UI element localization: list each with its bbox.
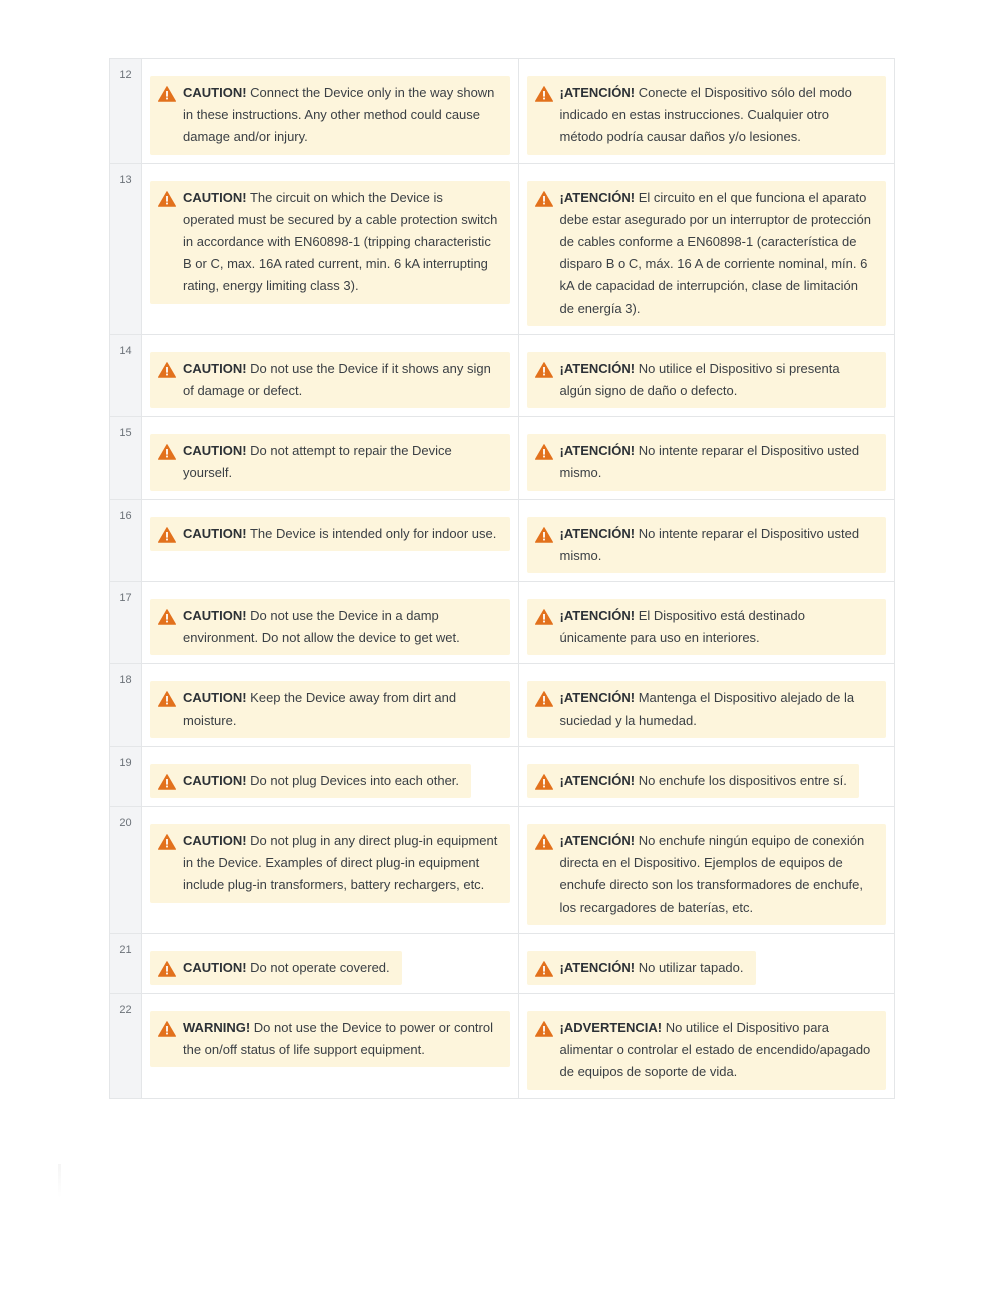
- spanish-cell: [519, 747, 895, 806]
- row-number: 12: [110, 59, 142, 163]
- row-number: 20: [110, 807, 142, 933]
- caution-notice: [150, 76, 510, 155]
- table-row: [110, 933, 894, 993]
- notice-text: Do not use the Device to power or control the on/off status of life support equipment.: [183, 1020, 493, 1058]
- warning-triangle-icon: [535, 86, 553, 102]
- caution-notice: [150, 764, 471, 798]
- notice-text: Do not plug Devices into each other.: [250, 772, 460, 788]
- row-number: 18: [110, 664, 142, 745]
- warning-triangle-icon: [535, 691, 553, 707]
- notice-text: No enchufe ningún equipo de conexión directa en el Dispositivo. Ejemplos de equipos de enchufe directo son los transformadores de enchufe, los recargadores de baterías, etc.: [559, 833, 865, 915]
- warning-triangle-icon: [535, 609, 553, 625]
- spanish-cell: [519, 664, 895, 745]
- english-cell: [142, 59, 519, 163]
- notice-lead: CAUTION!: [183, 959, 247, 975]
- english-cell: [142, 747, 519, 806]
- table-row: [110, 334, 894, 416]
- spanish-cell: [519, 500, 895, 581]
- english-cell: [142, 664, 519, 745]
- notice-lead: WARNING!: [183, 1020, 251, 1036]
- warning-triangle-icon: [158, 444, 176, 460]
- notice-lead: CAUTION!: [183, 690, 247, 706]
- warning-triangle-icon: [535, 834, 553, 850]
- row-number: 22: [110, 994, 142, 1098]
- caution-notice: [150, 1011, 510, 1067]
- caution-notice: [150, 951, 402, 985]
- warning-triangle-icon: [535, 191, 553, 207]
- row-number: 14: [110, 335, 142, 416]
- caution-notice: [527, 517, 887, 573]
- caution-notice: [150, 434, 510, 490]
- warning-triangle-icon: [535, 527, 553, 543]
- notice-lead: CAUTION!: [183, 525, 247, 541]
- spanish-cell: [519, 994, 895, 1098]
- warning-triangle-icon: [535, 774, 553, 790]
- warning-triangle-icon: [158, 527, 176, 543]
- notice-text: No utilizar tapado.: [638, 959, 744, 975]
- caution-notice: [527, 824, 887, 925]
- notice-text: The circuit on which the Device is operated must be secured by a cable protection switch in accordance with EN60898-1 (tripping characteristic B or C, max. 16A rated current, min. 6 kA interrupting rating, energy limiting class 3).: [183, 189, 498, 294]
- caution-notice: [150, 181, 510, 304]
- table-row: [110, 806, 894, 933]
- english-cell: [142, 807, 519, 933]
- notice-lead: ¡ATENCIÓN!: [559, 360, 636, 376]
- spanish-cell: [519, 934, 895, 993]
- notice-lead: ¡ATENCIÓN!: [559, 189, 636, 205]
- warning-triangle-icon: [158, 961, 176, 977]
- warning-triangle-icon: [535, 362, 553, 378]
- notice-text: Keep the Device away from dirt and moisture.: [183, 690, 457, 728]
- notice-text: Mantenga el Dispositivo alejado de la suciedad y la humedad.: [559, 690, 855, 728]
- safety-notice-table: [109, 58, 895, 1099]
- notice-lead: ¡ATENCIÓN!: [559, 85, 636, 100]
- caution-notice: [150, 517, 510, 551]
- table-row: [110, 499, 894, 581]
- notice-text: Connect the Device only in the way shown in these instructions. Any other method could cause damage and/or injury.: [183, 85, 495, 145]
- notice-text: No utilice el Dispositivo si presenta algún signo de daño o defecto.: [559, 360, 840, 399]
- caution-notice: [527, 681, 887, 737]
- spanish-cell: [519, 582, 895, 663]
- warning-triangle-icon: [158, 86, 176, 102]
- notice-lead: CAUTION!: [183, 608, 247, 624]
- notice-text: Do not plug in any direct plug-in equipment in the Device. Examples of direct plug-in equipment include plug-in transformers, battery rechargers, etc.: [183, 833, 498, 893]
- warning-triangle-icon: [158, 362, 176, 378]
- notice-lead: CAUTION!: [183, 833, 247, 849]
- caution-notice: [527, 764, 859, 798]
- table-row: [110, 59, 894, 163]
- warning-triangle-icon: [158, 774, 176, 790]
- notice-lead: ¡ATENCIÓN!: [559, 525, 636, 541]
- english-cell: [142, 417, 519, 498]
- caution-notice: [527, 1011, 887, 1090]
- row-number: 17: [110, 582, 142, 663]
- spanish-cell: [519, 807, 895, 933]
- notice-text: No intente reparar el Dispositivo usted mismo.: [559, 443, 860, 481]
- spanish-cell: [519, 164, 895, 334]
- warning-triangle-icon: [158, 609, 176, 625]
- notice-lead: ¡ADVERTENCIA!: [559, 1020, 663, 1036]
- notice-text: No utilice el Dispositivo para alimentar o controlar el estado de encendido/apagado de equipos de soporte de vida.: [559, 1020, 871, 1080]
- caution-notice: [527, 76, 887, 155]
- notice-text: Do not use the Device if it shows any sign of damage or defect.: [183, 360, 491, 399]
- row-number: 13: [110, 164, 142, 334]
- caution-notice: [527, 434, 887, 490]
- caution-notice: [150, 824, 510, 903]
- notice-lead: ¡ATENCIÓN!: [559, 443, 636, 459]
- spanish-cell: [519, 417, 895, 498]
- table-row: [110, 416, 894, 498]
- english-cell: [142, 582, 519, 663]
- table-row: [110, 163, 894, 334]
- warning-triangle-icon: [158, 1021, 176, 1037]
- caution-notice: [527, 352, 887, 408]
- caution-notice: [527, 599, 887, 655]
- table-row: [110, 993, 894, 1098]
- notice-text: Do not operate covered.: [250, 959, 390, 975]
- row-number: 16: [110, 500, 142, 581]
- english-cell: [142, 994, 519, 1098]
- notice-lead: ¡ATENCIÓN!: [559, 690, 636, 706]
- caution-notice: [527, 181, 887, 326]
- warning-triangle-icon: [535, 1021, 553, 1037]
- english-cell: [142, 335, 519, 416]
- notice-text: El circuito en el que funciona el aparato debe estar asegurado por un interruptor de protección de cables conforme a EN60898-1 (característica de disparo B o C, máx. 16 A de corriente nominal, mín. 6 kA de capacidad de interrupción, clase de limitación de energía 3).: [559, 189, 871, 316]
- caution-notice: [150, 681, 510, 737]
- notice-lead: CAUTION!: [183, 360, 247, 376]
- english-cell: [142, 934, 519, 993]
- notice-lead: ¡ATENCIÓN!: [559, 608, 636, 624]
- warning-triangle-icon: [158, 191, 176, 207]
- row-number: 15: [110, 417, 142, 498]
- english-cell: [142, 164, 519, 334]
- notice-text: El Dispositivo está destinado únicamente para uso en interiores.: [559, 608, 805, 646]
- notice-text: No intente reparar el Dispositivo usted mismo.: [559, 525, 860, 563]
- warning-triangle-icon: [158, 691, 176, 707]
- caution-notice: [150, 352, 510, 408]
- table-row: [110, 663, 894, 745]
- caution-notice: [150, 599, 510, 655]
- warning-triangle-icon: [158, 834, 176, 850]
- warning-triangle-icon: [535, 961, 553, 977]
- notice-lead: CAUTION!: [183, 85, 247, 100]
- spanish-cell: [519, 59, 895, 163]
- english-cell: [142, 500, 519, 581]
- notice-text: Conecte el Dispositivo sólo del modo indicado en estas instrucciones. Cualquier otro método podría causar daños y/o lesiones.: [559, 85, 852, 145]
- notice-lead: CAUTION!: [183, 443, 247, 459]
- spanish-cell: [519, 335, 895, 416]
- notice-text: No enchufe los dispositivos entre sí.: [638, 772, 847, 788]
- notice-text: The Device is intended only for indoor use.: [249, 525, 497, 541]
- warning-triangle-icon: [535, 444, 553, 460]
- notice-lead: ¡ATENCIÓN!: [559, 833, 636, 849]
- page-edge-shadow: [58, 1164, 61, 1198]
- notice-lead: ¡ATENCIÓN!: [559, 772, 636, 788]
- table-row: [110, 581, 894, 663]
- row-number: 19: [110, 747, 142, 806]
- notice-text: Do not attempt to repair the Device yourself.: [183, 443, 452, 481]
- caution-notice: [527, 951, 756, 985]
- notice-lead: CAUTION!: [183, 189, 247, 205]
- notice-lead: ¡ATENCIÓN!: [559, 959, 636, 975]
- table-row: [110, 746, 894, 806]
- notice-text: Do not use the Device in a damp environment. Do not allow the device to get wet.: [183, 608, 460, 646]
- notice-lead: CAUTION!: [183, 772, 247, 788]
- row-number: 21: [110, 934, 142, 993]
